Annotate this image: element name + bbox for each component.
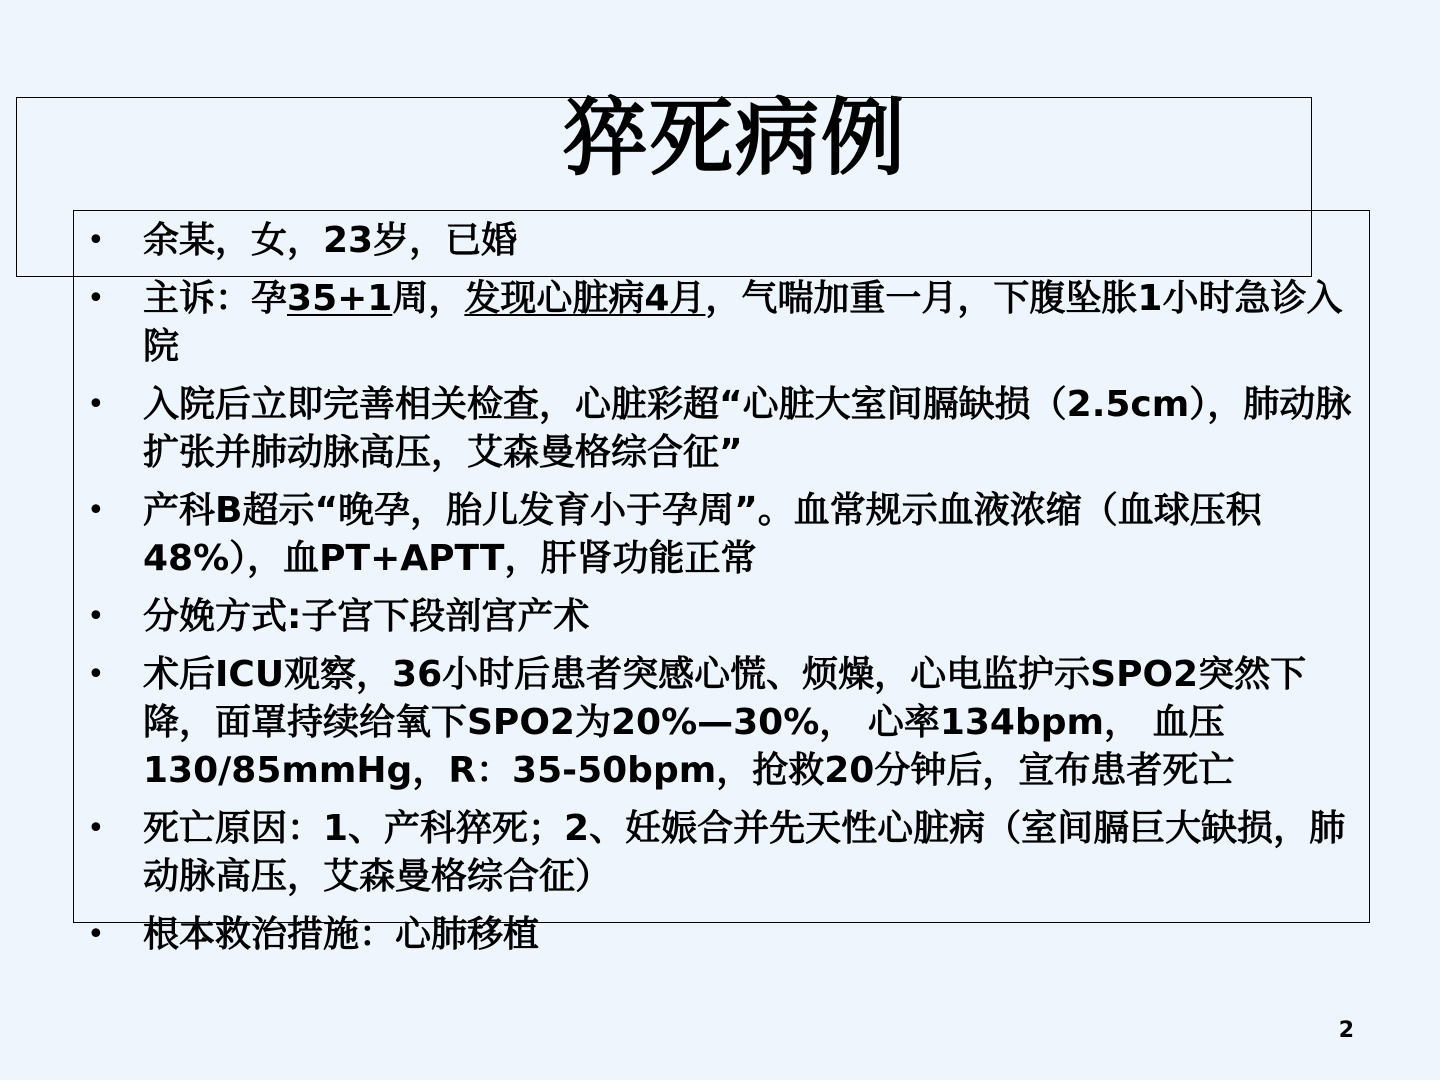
bullet-item-ultrasound [0,487,1440,583]
bullet-dot: • [87,223,105,258]
bullet-item-treatment [0,911,1440,959]
bullet-text: 产科B超示“晚孕，胎儿发育小于孕周”。血常规示血液浓缩（血球压积48%），血PT+APTT，肝肾功能正常 [143,490,1262,579]
bullet-dot: • [87,387,105,422]
bullet-item-echo [0,381,1440,477]
bullet-text-mid: 周， [392,278,465,319]
bullet-dot: • [87,493,105,528]
underlined-gestation: 35+1 [287,278,393,319]
underlined-heart-disease: 发现心脏病4月 [464,278,706,319]
bullet-item-cause [0,805,1440,901]
bullet-item-complaint [0,275,1440,371]
bullet-dot: • [87,811,105,846]
bullet-text: 死亡原因：1、产科猝死；2、妊娠合并先天性心脏病（室间膈巨大缺损，肺动脉高压，艾森曼格综合征） [143,808,1346,897]
slide-title: 猝死病例 [562,88,907,187]
bullet-item-icu [0,651,1440,795]
bullet-dot: • [87,281,105,316]
bullet-list [0,217,1440,969]
bullet-text: 术后ICU观察，36小时后患者突感心慌、烦燥，心电监护示SPO2突然下降，面罩持续给氧下SPO2为20%—30%， 心率134bpm， 血压130/85mmHg，R：35-50bpm，抢救20分钟后，宣布患者死亡 [143,654,1307,791]
bullet-dot: • [87,599,105,634]
bullet-text: 根本救治措施：心肺移植 [143,914,540,955]
bullet-item-delivery [0,593,1440,641]
page-number: 2 [1338,1018,1354,1043]
bullet-text-post: ，气喘加重一月，下腹坠胀1小时急诊入院 [143,278,1343,367]
bullet-text: 入院后立即完善相关检查，心脏彩超“心脏大室间膈缺损（2.5cm），肺动脉扩张并肺动脉高压，艾森曼格综合征” [143,384,1352,473]
bullet-text: 余某，女，23岁，已婚 [143,220,518,261]
bullet-item-patient [0,217,1440,265]
bullet-text-pre: 主诉：孕 [143,278,288,319]
bullet-dot: • [87,917,105,952]
bullet-text: 分娩方式:子宫下段剖宫产术 [143,596,590,637]
bullet-dot: • [87,657,105,692]
